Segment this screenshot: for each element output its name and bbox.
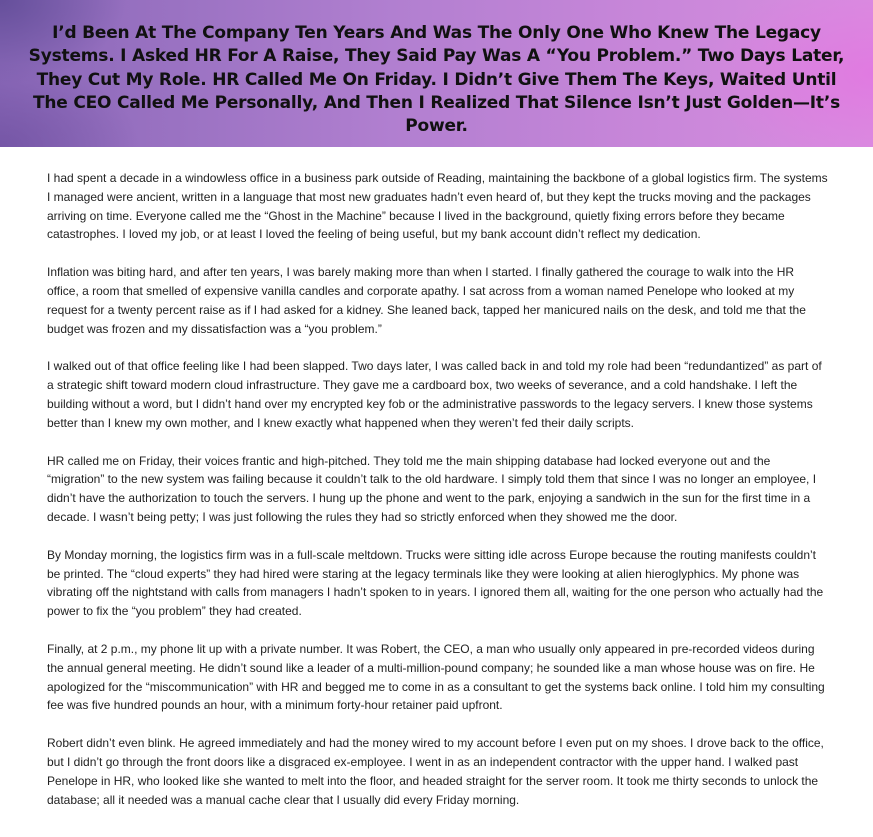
article-paragraph: Robert didn’t even blink. He agreed immediately and had the money wired to my account before I even put on my shoes. I drove back to the office, but I didn’t go through the front doors like a disgraced ex-employee. I went in as an independent contractor with the upper hand. I walked past Penelope in HR, who looked like she wanted to melt into the floor, and headed straight for the server room. It took me thirty seconds to unlock the database; all it needed was a manual cache clear that I usually did every Friday morning. xyxy=(47,736,824,807)
article-paragraph: I walked out of that office feeling like I had been slapped. Two days later, I was called back in and told my role had been “redundantized” as part of a strategic shift toward modern cloud infrastructure. They gave me a cardboard box, two weeks of severance, and a cold handshake. I left the building without a word, but I didn’t hand over my encrypted key fob or the administrative passwords to the legacy servers. I knew those systems better than I knew my own mother, and I knew exactly what happened when they weren’t fed their daily scripts. xyxy=(47,359,822,430)
article-headline: I’d Been At The Company Ten Years And Was The Only One Who Knew The Legacy Systems. I Asked HR For A Raise, They Said Pay Was A “You Problem.” Two Days Later, They Cut My Role. HR Called Me On Friday. I Didn’t Give Them The Keys, Waited Until The CEO Called Me Personally, And Then I Realized That Silence Isn’t Just Golden—It’s Power. xyxy=(28,23,845,137)
article-paragraph: Finally, at 2 p.m., my phone lit up with a private number. It was Robert, the CEO, a man who usually only appeared in pre-recorded videos during the annual general meeting. He didn’t sound like a leader of a multi-million-pound company; he sounded like a man whose house was on fire. He apologized for the “miscommunication” with HR and begged me to come in as a consultant to get the systems back online. I told him my consulting fee was five hundred pounds an hour, with a minimum forty-hour retainer paid upfront. xyxy=(47,641,825,713)
article-paragraph: I had spent a decade in a windowless office in a business park outside of Reading, maintaining the backbone of a global logistics firm. The systems I managed were ancient, written in a language that most new graduates hadn’t even heard of, but they kept the trucks moving and the packages arriving on time. Everyone called me the “Ghost in the Machine” because I lived in the background, quietly fixing errors before they became catastrophes. I loved my job, or at least I loved the feeling of being useful, but my bank account didn’t reflect my dedication. xyxy=(47,171,828,242)
article-body xyxy=(0,147,873,809)
article-paragraph: HR called me on Friday, their voices frantic and high-pitched. They told me the main shipping database had locked everyone out and the “migration” to the new system was failing because it couldn’t talk to the old hardware. I simply told them that since I was no longer an employee, I didn’t have the authorization to touch the servers. I hung up the phone and went to the park, enjoying a sandwich in the sun for the first time in a decade. I wasn’t being petty; I was just following the rules they had so strictly enforced when they showed me the door. xyxy=(47,453,817,524)
article-paragraph: Inflation was biting hard, and after ten years, I was barely making more than when I started. I finally gathered the courage to walk into the HR office, a room that smelled of expensive vanilla candles and corporate apathy. I sat across from a woman named Penelope who looked at my request for a twenty percent raise as if I had asked for a kidney. She leaned back, tapped her manicured nails on the desk, and told me that the budget was frozen and my dissatisfaction was a “you problem.” xyxy=(47,265,806,336)
article-paragraph: By Monday morning, the logistics firm was in a full-scale meltdown. Trucks were sitting idle across Europe because the routing manifests couldn’t be printed. The “cloud experts” they had hired were staring at the legacy terminals like they were looking at alien hieroglyphics. My phone was vibrating off the nightstand with calls from managers I hadn’t spoken to in years. I ignored them all, waiting for the one person who actually had the power to fix the “you problem” they had created. xyxy=(47,547,824,619)
headline-banner xyxy=(0,0,873,147)
